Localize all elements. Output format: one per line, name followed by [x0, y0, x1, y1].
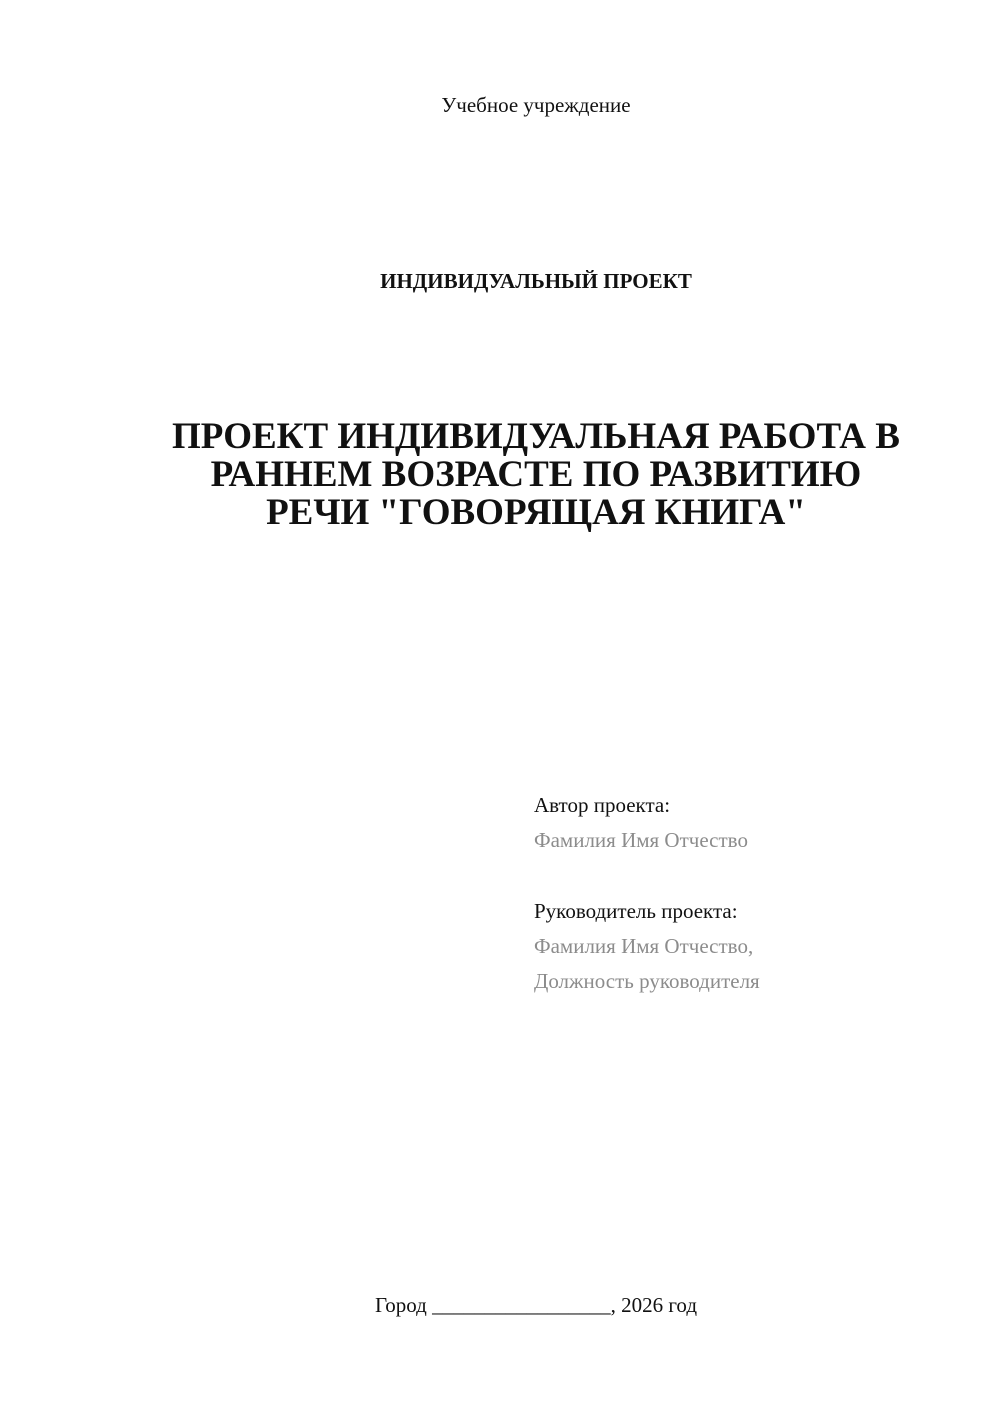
project-title [120, 418, 952, 532]
signature-block [534, 788, 974, 999]
signature-spacer [534, 858, 974, 894]
author-name: Фамилия Имя Отчество [534, 828, 748, 852]
institution-name: Учебное учреждение [441, 93, 631, 117]
supervisor-position: Должность руководителя [534, 969, 760, 993]
supervisor-name: Фамилия Имя Отчество, [534, 934, 754, 958]
city-year-line: Город _________________, 2026 год [374, 1293, 698, 1317]
project-title-line: ПРОЕКТ ИНДИВИДУАЛЬНАЯ РАБОТА В [172, 416, 900, 457]
author-label: Автор проекта: [534, 793, 671, 817]
project-title-line: РАННЕМ ВОЗРАСТЕ ПО РАЗВИТИЮ [210, 454, 862, 495]
supervisor-label: Руководитель проекта: [534, 899, 738, 923]
project-type-heading: ИНДИВИДУАЛЬНЫЙ ПРОЕКТ [380, 269, 692, 293]
project-title-line: РЕЧИ "ГОВОРЯЩАЯ КНИГА" [266, 492, 806, 533]
